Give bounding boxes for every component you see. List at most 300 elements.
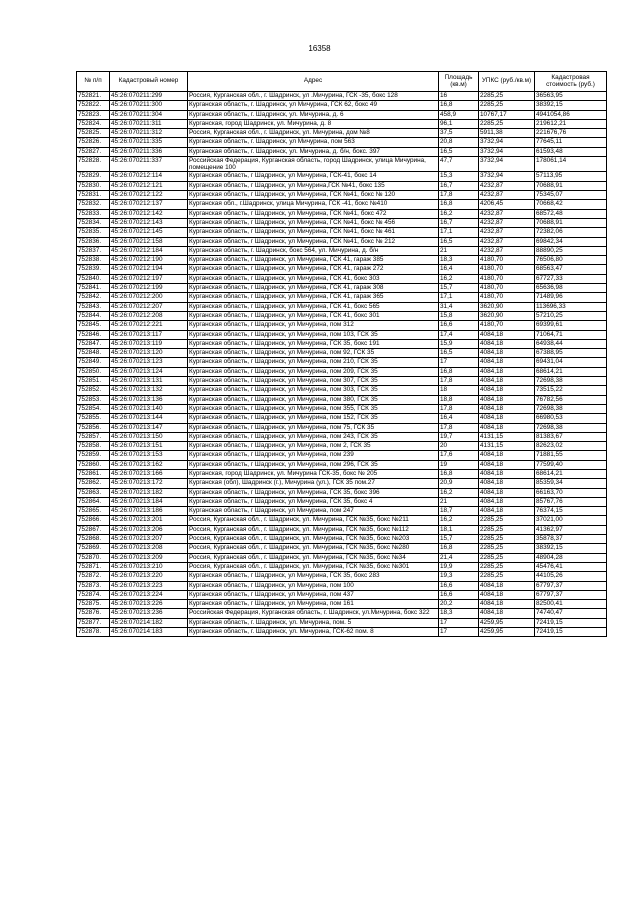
address-cell: Курганская область, г Шадринск, ул Мичурина, пом 247 [188, 507, 439, 516]
table-row [77, 339, 607, 348]
table-row [77, 237, 607, 246]
cadastral-number-cell: 45:26:070213:184 [110, 497, 188, 506]
cadastral-value-cell: 67797,37 [535, 590, 607, 599]
upks-cell: 4180,70 [479, 256, 535, 265]
cadastral-value-cell: 221676,76 [535, 129, 607, 138]
upks-cell: 3620,90 [479, 302, 535, 311]
address-cell: Курганская область, г Шадринск, ул Мичурина, пом 209, ГСК 35 [188, 367, 439, 376]
upks-cell: 3732,94 [479, 147, 535, 156]
row-number-cell: 752870. [77, 553, 110, 562]
row-number-cell: 752834. [77, 218, 110, 227]
area-cell: 19,9 [439, 562, 479, 571]
upks-cell: 4232,87 [479, 246, 535, 255]
area-cell: 18,3 [439, 609, 479, 618]
address-cell: Курганская область, г. Шадринск, ул. Мичурина, д. б/н, бокс. 397 [188, 147, 439, 156]
address-cell: Курганская область, г Шадринск, ул Мичурина, ГСК-41, бокс 14 [188, 172, 439, 181]
address-cell: Курганская область, г. Шадринск, ул. Мичурина, ГСК-62 пом. 8 [188, 628, 439, 637]
row-number-cell: 752867. [77, 525, 110, 534]
table-row [77, 358, 607, 367]
area-cell: 18,7 [439, 507, 479, 516]
address-cell: Курганская область, г Шадринск, ул Мичурина, ГСК 41, гараж 272 [188, 265, 439, 274]
row-number-cell: 752845. [77, 321, 110, 330]
row-number-cell: 752831. [77, 191, 110, 200]
cadastral-number-cell: 45:26:070213:162 [110, 460, 188, 469]
table-row [77, 535, 607, 544]
area-cell: 16,2 [439, 516, 479, 525]
upks-cell: 3732,94 [479, 172, 535, 181]
cadastral-number-cell: 45:26:070212:221 [110, 321, 188, 330]
upks-cell: 4131,15 [479, 442, 535, 451]
address-cell: Курганская область, г Шадринск, ул Мичурина, ГСК 35, бокс 396 [188, 488, 439, 497]
cadastral-value-cell: 113696,33 [535, 302, 607, 311]
cadastral-number-cell: 45:26:070212:122 [110, 191, 188, 200]
area-cell: 16,6 [439, 321, 479, 330]
upks-cell: 4084,18 [479, 404, 535, 413]
cadastral-value-cell: 72419,15 [535, 618, 607, 627]
area-cell: 16,2 [439, 274, 479, 283]
upks-cell: 4084,18 [479, 488, 535, 497]
row-number-cell: 752864. [77, 497, 110, 506]
upks-cell: 4259,95 [479, 618, 535, 627]
table-row [77, 119, 607, 128]
area-cell: 37,5 [439, 129, 479, 138]
row-number-cell: 752839. [77, 265, 110, 274]
row-number-cell: 752830. [77, 181, 110, 190]
upks-cell: 4084,18 [479, 377, 535, 386]
row-number-cell: 752858. [77, 442, 110, 451]
table-row [77, 525, 607, 534]
cadastral-number-cell: 45:26:070212:145 [110, 228, 188, 237]
table-row [77, 581, 607, 590]
upks-cell: 4084,18 [479, 330, 535, 339]
cadastral-value-cell: 67797,37 [535, 581, 607, 590]
cadastral-number-cell: 45:26:070212:197 [110, 274, 188, 283]
cadastral-value-cell: 66980,53 [535, 414, 607, 423]
row-number-cell: 752844. [77, 311, 110, 320]
cadastral-table [76, 71, 607, 637]
area-cell: 15,3 [439, 172, 479, 181]
table-row [77, 600, 607, 609]
cadastral-number-cell: 45:26:070213:131 [110, 377, 188, 386]
row-number-cell: 752836. [77, 237, 110, 246]
cadastral-number-cell: 45:26:070213:132 [110, 386, 188, 395]
cadastral-value-cell: 69842,34 [535, 237, 607, 246]
cadastral-value-cell: 71064,71 [535, 330, 607, 339]
area-cell: 20,2 [439, 600, 479, 609]
area-cell: 18,3 [439, 256, 479, 265]
area-cell: 15,8 [439, 311, 479, 320]
cadastral-number-cell: 45:26:070213:144 [110, 414, 188, 423]
table-row [77, 147, 607, 156]
area-cell: 16,8 [439, 469, 479, 478]
header-upks: УПКС (руб./кв.м) [479, 72, 535, 92]
address-cell: Курганская (обл), Шадринск (г.), Мичурина (ул.), ГСК 35 пом.27 [188, 479, 439, 488]
cadastral-value-cell: 68614,21 [535, 367, 607, 376]
area-cell: 16,6 [439, 581, 479, 590]
area-cell: 17,8 [439, 377, 479, 386]
area-cell: 21,4 [439, 553, 479, 562]
upks-cell: 4206,45 [479, 200, 535, 209]
upks-cell: 4084,18 [479, 349, 535, 358]
address-cell: Курганская область, г Шадринск, ул Мичурина, пом 303, ГСК 35 [188, 386, 439, 395]
table-row [77, 265, 607, 274]
cadastral-number-cell: 45:26:070213:236 [110, 609, 188, 618]
table-row [77, 442, 607, 451]
row-number-cell: 752872. [77, 572, 110, 581]
area-cell: 15,7 [439, 535, 479, 544]
address-cell: Курганская область, г Шадринск, ул Мичурина, пом 380, ГСК 35 [188, 395, 439, 404]
cadastral-value-cell: 57113,95 [535, 172, 607, 181]
cadastral-value-cell: 68614,21 [535, 469, 607, 478]
row-number-cell: 752855. [77, 414, 110, 423]
upks-cell: 4180,70 [479, 321, 535, 330]
table-row [77, 284, 607, 293]
cadastral-number-cell: 45:26:070212:208 [110, 311, 188, 320]
upks-cell: 5911,38 [479, 129, 535, 138]
cadastral-number-cell: 45:26:070213:201 [110, 516, 188, 525]
upks-cell: 4084,18 [479, 469, 535, 478]
cadastral-value-cell: 48904,28 [535, 553, 607, 562]
cadastral-value-cell: 65636,98 [535, 284, 607, 293]
address-cell: Курганская область, г Шадринск, ул Мичурина, пом 243, ГСК 35 [188, 432, 439, 441]
table-row [77, 572, 607, 581]
table-row [77, 246, 607, 255]
cadastral-number-cell: 45:26:070213:207 [110, 535, 188, 544]
row-number-cell: 752822. [77, 101, 110, 110]
upks-cell: 2285,25 [479, 101, 535, 110]
row-number-cell: 752874. [77, 590, 110, 599]
address-cell: Курганская область, г. Шадринск, бокс 564, ул. Мичурина, д. б/н [188, 246, 439, 255]
table-row [77, 367, 607, 376]
table-row [77, 311, 607, 320]
area-cell: 18 [439, 386, 479, 395]
cadastral-number-cell: 45:26:070214:182 [110, 618, 188, 627]
cadastral-number-cell: 45:26:070211:299 [110, 92, 188, 101]
table-row [77, 628, 607, 637]
cadastral-number-cell: 45:26:070212:199 [110, 284, 188, 293]
table-row [77, 302, 607, 311]
upks-cell: 4232,87 [479, 237, 535, 246]
row-number-cell: 752878. [77, 628, 110, 637]
address-cell: Курганская область, г Шадринск, ул Мичурина, пом 161 [188, 600, 439, 609]
row-number-cell: 752827. [77, 147, 110, 156]
upks-cell: 4084,18 [479, 497, 535, 506]
upks-cell: 4084,18 [479, 414, 535, 423]
header-area: Площадь (кв.м) [439, 72, 479, 92]
row-number-cell: 752848. [77, 349, 110, 358]
cadastral-number-cell: 45:26:070213:210 [110, 562, 188, 571]
row-number-cell: 752829. [77, 172, 110, 181]
cadastral-value-cell: 67388,95 [535, 349, 607, 358]
area-cell: 21 [439, 497, 479, 506]
cadastral-number-cell: 45:26:070213:140 [110, 404, 188, 413]
table-row [77, 469, 607, 478]
area-cell: 16,2 [439, 209, 479, 218]
table-row [77, 157, 607, 172]
cadastral-number-cell: 45:26:070211:337 [110, 157, 188, 172]
area-cell: 17,1 [439, 293, 479, 302]
cadastral-number-cell: 45:26:070211:336 [110, 147, 188, 156]
upks-cell: 4259,95 [479, 628, 535, 637]
address-cell: Курганская область, г. Шадринск, ул. Мичурина, д. 6 [188, 110, 439, 119]
cadastral-value-cell: 61593,48 [535, 147, 607, 156]
row-number-cell: 752833. [77, 209, 110, 218]
address-cell: Курганская область, г Шадринск, ул Мичурина, ГСК 41, бокс 565 [188, 302, 439, 311]
cadastral-value-cell: 72698,38 [535, 404, 607, 413]
address-cell: Курганская область, г Шадринск, ул Мичурина, ГСК 41, гараж 308 [188, 284, 439, 293]
address-cell: Российская Федерация, Курганская область, город Шадринск, улица Мичурина, помещение 100 [188, 157, 439, 172]
cadastral-value-cell: 77599,40 [535, 460, 607, 469]
row-number-cell: 752857. [77, 432, 110, 441]
cadastral-number-cell: 45:26:070213:226 [110, 600, 188, 609]
address-cell: Курганская область, г Шадринск, ул Мичурина, пом 437 [188, 590, 439, 599]
row-number-cell: 752868. [77, 535, 110, 544]
address-cell: Курганская, город Шадринск, ул. Мичурина, д. 8 [188, 119, 439, 128]
cadastral-number-cell: 45:26:070212:184 [110, 246, 188, 255]
table-row [77, 274, 607, 283]
address-cell: Курганская область, г Шадринск, ул Мичурина, ГСК 41, бокс 303 [188, 274, 439, 283]
row-number-cell: 752841. [77, 284, 110, 293]
cadastral-number-cell: 45:26:070212:137 [110, 200, 188, 209]
address-cell: Курганская область, г Шадринск, ул Мичурина, ГСК 35, бокс 191 [188, 339, 439, 348]
row-number-cell: 752847. [77, 339, 110, 348]
row-number-cell: 752823. [77, 110, 110, 119]
row-number-cell: 752851. [77, 377, 110, 386]
table-row [77, 516, 607, 525]
cadastral-value-cell: 37021,00 [535, 516, 607, 525]
cadastral-value-cell: 68563,47 [535, 265, 607, 274]
table-row [77, 181, 607, 190]
cadastral-number-cell: 45:26:070213:117 [110, 330, 188, 339]
table-row [77, 507, 607, 516]
cadastral-value-cell: 85767,76 [535, 497, 607, 506]
cadastral-value-cell: 68572,48 [535, 209, 607, 218]
area-cell: 17 [439, 618, 479, 627]
address-cell: Курганская область, г Шадринск, ул Мичурина, ГСК 41, гараж 385 [188, 256, 439, 265]
header-address: Адрес [188, 72, 439, 92]
row-number-cell: 752853. [77, 395, 110, 404]
upks-cell: 4084,18 [479, 339, 535, 348]
cadastral-number-cell: 45:26:070213:147 [110, 423, 188, 432]
address-cell: Курганская область, г Шадринск, ул Мичурина, пом 307, ГСК 35 [188, 377, 439, 386]
cadastral-number-cell: 45:26:070212:190 [110, 256, 188, 265]
cadastral-number-cell: 45:26:070213:150 [110, 432, 188, 441]
cadastral-value-cell: 72698,38 [535, 423, 607, 432]
header-number: № п/п [77, 72, 110, 92]
table-row [77, 432, 607, 441]
table-row [77, 349, 607, 358]
table-row [77, 479, 607, 488]
address-cell: Россия, Курганская обл., г. Шадринск, ул. Мичурина, ГСК №35, бокс №301 [188, 562, 439, 571]
address-cell: Российская Федерация, Курганская область, г. Шадринск, ул.Мичурина, бокс 322 [188, 609, 439, 618]
address-cell: Курганская область, г Шадринск, ул Мичурина, пом 210, ГСК 35 [188, 358, 439, 367]
address-cell: Курганская область, г Шадринск, ул Мичурина, ГСК 41, бокс 301 [188, 311, 439, 320]
address-cell: Россия, Курганская обл., г. Шадринск, ул .Мичурина, ГСК -35, бокс 128 [188, 92, 439, 101]
area-cell: 17,4 [439, 330, 479, 339]
cadastral-number-cell: 45:26:070211:300 [110, 101, 188, 110]
address-cell: Курганская область, г Шадринск, ул Мичурина, ГСК №41, бокс № 456 [188, 218, 439, 227]
cadastral-value-cell: 64938,44 [535, 339, 607, 348]
row-number-cell: 752849. [77, 358, 110, 367]
header-cadastral-number: Кадастровый номер [110, 72, 188, 92]
cadastral-value-cell: 178061,14 [535, 157, 607, 172]
cadastral-number-cell: 45:26:070213:224 [110, 590, 188, 599]
cadastral-number-cell: 45:26:070211:335 [110, 138, 188, 147]
address-cell: Курганская область, г Шадринск, ул Мичурина,ГСК №41, бокс 135 [188, 181, 439, 190]
cadastral-value-cell: 38392,15 [535, 544, 607, 553]
page-number: 16358 [308, 44, 331, 53]
table-row [77, 488, 607, 497]
upks-cell: 4084,18 [479, 358, 535, 367]
table-row [77, 590, 607, 599]
area-cell: 16,5 [439, 349, 479, 358]
area-cell: 16,5 [439, 237, 479, 246]
upks-cell: 4084,18 [479, 609, 535, 618]
area-cell: 16,5 [439, 147, 479, 156]
table-header-row [77, 72, 607, 92]
cadastral-number-cell: 45:26:070213:151 [110, 442, 188, 451]
row-number-cell: 752832. [77, 200, 110, 209]
row-number-cell: 752842. [77, 293, 110, 302]
area-cell: 17 [439, 358, 479, 367]
row-number-cell: 752840. [77, 274, 110, 283]
cadastral-number-cell: 45:26:070213:124 [110, 367, 188, 376]
upks-cell: 4131,15 [479, 432, 535, 441]
table-row [77, 209, 607, 218]
area-cell: 19 [439, 460, 479, 469]
table-row [77, 218, 607, 227]
cadastral-number-cell: 45:26:070213:172 [110, 479, 188, 488]
row-number-cell: 752856. [77, 423, 110, 432]
cadastral-value-cell: 70688,91 [535, 181, 607, 190]
cadastral-number-cell: 45:26:070212:207 [110, 302, 188, 311]
upks-cell: 2285,25 [479, 553, 535, 562]
table-row [77, 321, 607, 330]
cadastral-value-cell: 38392,15 [535, 101, 607, 110]
cadastral-value-cell: 70688,91 [535, 218, 607, 227]
upks-cell: 3620,90 [479, 311, 535, 320]
cadastral-value-cell: 41362,97 [535, 525, 607, 534]
address-cell: Курганская область, г Шадринск, ул Мичурина, ГСК №41, бокс № 461 [188, 228, 439, 237]
area-cell: 20 [439, 442, 479, 451]
table-row [77, 562, 607, 571]
table-row [77, 92, 607, 101]
row-number-cell: 752859. [77, 451, 110, 460]
row-number-cell: 752850. [77, 367, 110, 376]
cadastral-value-cell: 57210,25 [535, 311, 607, 320]
table-row [77, 497, 607, 506]
address-cell: Курганская область, г Шадринск, ул Мичурина, пом 92, ГСК 35 [188, 349, 439, 358]
row-number-cell: 752869. [77, 544, 110, 553]
area-cell: 15,9 [439, 339, 479, 348]
cadastral-number-cell: 45:26:070211:311 [110, 119, 188, 128]
upks-cell: 3732,94 [479, 157, 535, 172]
address-cell: Курганская область, г Шадринск, ул Мичурина, пом 152, ГСК 35 [188, 414, 439, 423]
table-body [77, 92, 607, 637]
row-number-cell: 752862. [77, 479, 110, 488]
area-cell: 18,1 [439, 525, 479, 534]
upks-cell: 2285,25 [479, 562, 535, 571]
address-cell: Курганская область, г Шадринск, ул Мичурина, ГСК №41, бокс № 212 [188, 237, 439, 246]
row-number-cell: 752873. [77, 581, 110, 590]
area-cell: 16,8 [439, 200, 479, 209]
cadastral-value-cell: 76782,56 [535, 395, 607, 404]
area-cell: 17,8 [439, 423, 479, 432]
cadastral-value-cell: 82623,02 [535, 442, 607, 451]
address-cell: Курганская область, г Шадринск, ул Мичурина, ГСК №41, бокс № 120 [188, 191, 439, 200]
table-row [77, 110, 607, 119]
cadastral-value-cell: 67727,33 [535, 274, 607, 283]
address-cell: Курганская обл., г.Шадринск, улица Мичурина, ГСК -41, бокс №410 [188, 200, 439, 209]
cadastral-value-cell: 44105,26 [535, 572, 607, 581]
upks-cell: 4232,87 [479, 209, 535, 218]
table-row [77, 386, 607, 395]
table-row [77, 293, 607, 302]
area-cell: 458,9 [439, 110, 479, 119]
row-number-cell: 752821. [77, 92, 110, 101]
cadastral-value-cell: 69399,61 [535, 321, 607, 330]
area-cell: 16,8 [439, 367, 479, 376]
area-cell: 16,4 [439, 414, 479, 423]
table-row [77, 129, 607, 138]
row-number-cell: 752843. [77, 302, 110, 311]
row-number-cell: 752875. [77, 600, 110, 609]
area-cell: 17,1 [439, 228, 479, 237]
cadastral-number-cell: 45:26:070211:312 [110, 129, 188, 138]
address-cell: Курганская, город Шадринск, ул. Мичурина ГСК-35, бокс № 205 [188, 469, 439, 478]
cadastral-number-cell: 45:26:070213:166 [110, 469, 188, 478]
row-number-cell: 752838. [77, 256, 110, 265]
upks-cell: 4180,70 [479, 284, 535, 293]
cadastral-number-cell: 45:26:070213:119 [110, 339, 188, 348]
upks-cell: 2285,25 [479, 525, 535, 534]
area-cell: 16,2 [439, 488, 479, 497]
area-cell: 16,8 [439, 101, 479, 110]
cadastral-value-cell: 85359,34 [535, 479, 607, 488]
row-number-cell: 752854. [77, 404, 110, 413]
cadastral-value-cell: 36563,95 [535, 92, 607, 101]
cadastral-value-cell: 72698,38 [535, 377, 607, 386]
table-row [77, 138, 607, 147]
cadastral-number-cell: 45:26:070212:200 [110, 293, 188, 302]
area-cell: 17,8 [439, 191, 479, 200]
area-cell: 15,7 [439, 284, 479, 293]
cadastral-value-cell: 71489,96 [535, 293, 607, 302]
upks-cell: 2285,25 [479, 119, 535, 128]
row-number-cell: 752852. [77, 386, 110, 395]
table-row [77, 404, 607, 413]
address-cell: Курганская область, г Шадринск, ул Мичурина, пом 312 [188, 321, 439, 330]
area-cell: 16,8 [439, 544, 479, 553]
cadastral-value-cell: 45476,41 [535, 562, 607, 571]
cadastral-number-cell: 45:26:070212:143 [110, 218, 188, 227]
table-row [77, 101, 607, 110]
table-row [77, 200, 607, 209]
address-cell: Курганская область, г Шадринск, ул Мичурина, ГСК 41, гараж 365 [188, 293, 439, 302]
cadastral-number-cell: 45:26:070211:304 [110, 110, 188, 119]
cadastral-value-cell: 70668,42 [535, 200, 607, 209]
area-cell: 47,7 [439, 157, 479, 172]
table-row [77, 256, 607, 265]
cadastral-number-cell: 45:26:070213:123 [110, 358, 188, 367]
cadastral-value-cell: 77645,11 [535, 138, 607, 147]
row-number-cell: 752861. [77, 469, 110, 478]
upks-cell: 4180,70 [479, 265, 535, 274]
cadastral-number-cell: 45:26:070213:153 [110, 451, 188, 460]
cadastral-number-cell: 45:26:070212:114 [110, 172, 188, 181]
table-row [77, 395, 607, 404]
upks-cell: 4084,18 [479, 507, 535, 516]
